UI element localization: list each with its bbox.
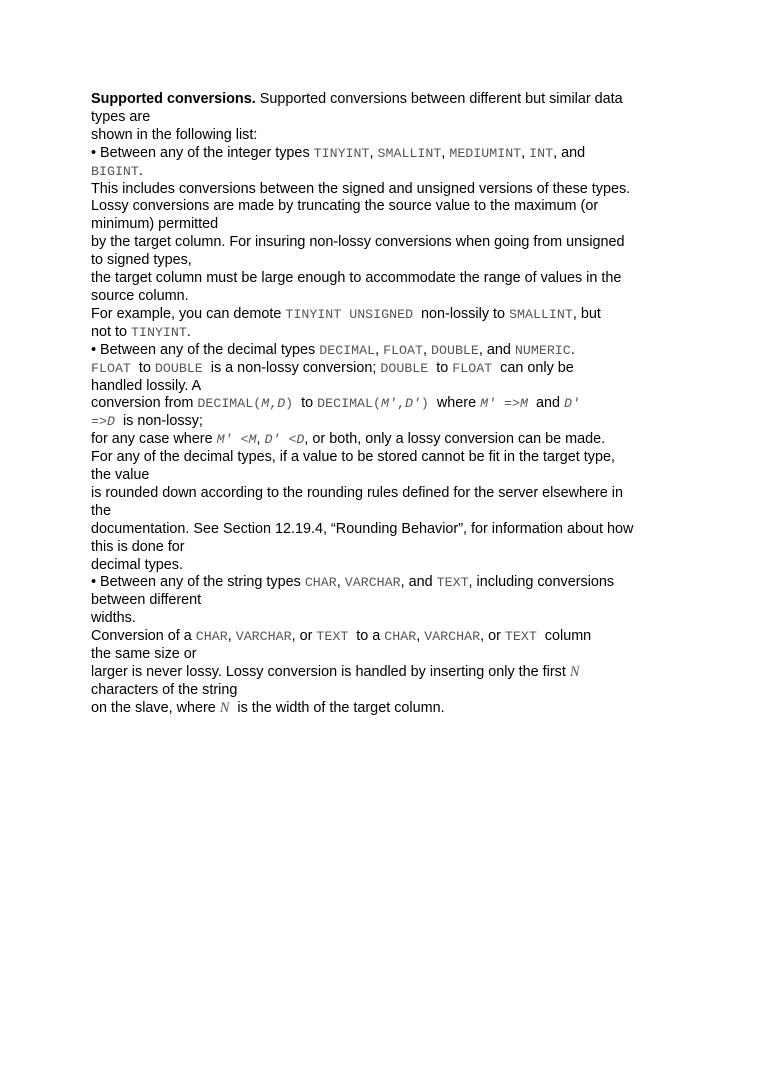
text-run: this is done for xyxy=(91,538,185,555)
text-run: is rounded down according to the rounding rules defined for the server elsewhere in xyxy=(91,484,623,501)
text-run: Supported conversions between different but similar data xyxy=(255,91,623,107)
text-run: for any case where xyxy=(91,431,217,448)
text-line xyxy=(91,646,681,664)
code-term: DECIMAL xyxy=(319,342,376,358)
text-line xyxy=(91,234,681,252)
code-term: D' xyxy=(564,396,580,412)
code-term: ) xyxy=(420,396,429,412)
text-line xyxy=(91,127,681,145)
code-term: FLOAT xyxy=(383,342,423,358)
code-term: TEXT xyxy=(316,629,349,645)
code-term: D' xyxy=(404,396,421,412)
code-term: TEXT xyxy=(504,629,537,645)
code-term: INT xyxy=(529,145,554,161)
code-term: DECIMAL( xyxy=(197,396,262,412)
code-term: DECIMAL( xyxy=(317,396,381,412)
text-run: minimum) permitted xyxy=(91,216,219,233)
code-term: TINYINT xyxy=(131,324,187,340)
text-line xyxy=(91,198,681,216)
variable-term: N xyxy=(219,699,230,716)
text-line xyxy=(91,485,681,503)
text-line xyxy=(91,145,681,163)
code-term: DOUBLE xyxy=(154,360,203,376)
text-line xyxy=(91,521,681,539)
text-line xyxy=(91,270,681,288)
text-run: and xyxy=(528,395,565,412)
code-term: TEXT xyxy=(436,575,469,591)
text-run: shown in the following list: xyxy=(91,126,258,143)
text-run: • Between any of the decimal types xyxy=(91,341,320,358)
text-run: . xyxy=(138,162,143,179)
code-term: ) xyxy=(285,396,294,412)
text-line xyxy=(91,413,681,431)
text-run: is the width of the target column. xyxy=(229,699,445,716)
code-term: SMALLINT xyxy=(509,306,573,322)
text-run: . xyxy=(570,341,575,358)
code-term: TINYINT UNSIGNED xyxy=(285,306,414,322)
text-run: , and xyxy=(553,144,586,161)
code-term: DOUBLE xyxy=(380,360,429,376)
text-line xyxy=(91,342,681,360)
text-run: larger is never lossy. Lossy conversion is handled by inserting only the first xyxy=(91,664,570,680)
text-run: Lossy conversions are made by truncating the source value to the maximum (or xyxy=(91,198,599,215)
text-run: is non-lossy; xyxy=(114,413,203,430)
text-line xyxy=(91,557,681,575)
text-run: , xyxy=(441,144,450,161)
text-run: , but xyxy=(572,305,601,322)
code-term: SMALLINT xyxy=(377,145,442,161)
text-line xyxy=(91,664,681,682)
text-run: the target column must be large enough to accommodate the range of values in the xyxy=(91,270,622,287)
text-run: . xyxy=(186,323,191,340)
text-line xyxy=(91,682,681,700)
text-line xyxy=(91,360,681,378)
code-term: , xyxy=(269,396,278,412)
text-run: Conversion of a xyxy=(91,628,196,645)
text-run: • Between any of the string types xyxy=(91,574,305,591)
code-term: CHAR xyxy=(195,629,228,645)
text-line xyxy=(91,306,681,324)
text-line xyxy=(91,592,681,610)
text-run: not to xyxy=(91,323,132,340)
text-line xyxy=(91,449,681,467)
text-run: to a xyxy=(348,628,385,645)
code-term: VARCHAR xyxy=(344,575,401,591)
text-run: source column. xyxy=(91,287,189,304)
text-run: This includes conversions between the signed and unsigned versions of these types. xyxy=(91,180,631,197)
variable-term: N xyxy=(569,664,580,680)
text-line xyxy=(91,467,681,485)
text-run: column xyxy=(536,628,592,645)
text-run: to xyxy=(130,359,155,376)
text-line xyxy=(91,252,681,270)
text-run: on the slave, where xyxy=(91,699,220,716)
text-run: • Between any of the integer types xyxy=(91,144,314,161)
text-run: the same size or xyxy=(91,646,197,663)
text-run: , or xyxy=(291,628,317,645)
code-term: MEDIUMINT xyxy=(449,145,522,161)
text-line xyxy=(91,288,681,306)
text-line xyxy=(91,163,681,181)
text-line xyxy=(91,395,681,413)
code-term: VARCHAR xyxy=(424,629,481,645)
text-run: conversion from xyxy=(91,395,198,412)
text-line xyxy=(91,610,681,628)
text-line xyxy=(91,700,681,718)
text-run: to xyxy=(428,359,453,376)
code-term: M' xyxy=(381,396,397,412)
code-term: D' <D xyxy=(264,432,305,448)
bold-heading: Supported conversions. xyxy=(91,91,256,107)
code-term: M xyxy=(261,396,270,412)
text-run: , or both, only a lossy conversion can be made. xyxy=(304,431,606,448)
text-run: the xyxy=(91,502,112,519)
text-line xyxy=(91,378,681,396)
text-run: where xyxy=(428,395,481,412)
code-term: VARCHAR xyxy=(235,629,292,645)
code-term: FLOAT xyxy=(91,360,131,376)
code-term: TINYINT xyxy=(313,145,370,161)
text-run: , xyxy=(416,628,425,645)
text-run: handled lossily. A xyxy=(91,377,202,394)
code-term: , xyxy=(396,396,405,412)
text-run: , or xyxy=(480,628,505,645)
code-term: CHAR xyxy=(304,575,337,591)
text-run: , xyxy=(521,144,530,161)
text-run: to signed types, xyxy=(91,252,192,269)
code-term: =>D xyxy=(91,414,115,430)
text-run: is a non-lossy conversion; xyxy=(202,359,381,376)
text-run: decimal types. xyxy=(91,556,183,573)
text-run: For any of the decimal types, if a value to be stored cannot be fit in the target type, xyxy=(91,449,615,466)
text-line xyxy=(91,324,681,342)
text-line xyxy=(91,431,681,449)
text-run: For example, you can demote xyxy=(91,305,286,322)
document-body xyxy=(91,91,681,718)
text-run: widths. xyxy=(91,610,136,627)
code-term: M' =>M xyxy=(480,396,528,412)
code-term: BIGINT xyxy=(91,163,139,179)
text-line xyxy=(91,109,681,127)
code-term: DOUBLE xyxy=(431,342,479,358)
text-run: characters of the string xyxy=(91,681,238,698)
text-line xyxy=(91,503,681,521)
text-run: to xyxy=(293,395,318,412)
text-line xyxy=(91,539,681,557)
text-run: , and xyxy=(400,574,437,591)
text-run: , including conversions xyxy=(468,574,615,591)
code-term: D xyxy=(277,396,286,412)
text-run: types are xyxy=(91,108,151,125)
code-term: M' <M xyxy=(216,432,257,448)
code-term: NUMERIC xyxy=(514,342,571,358)
text-run: , xyxy=(423,341,431,358)
text-run: , xyxy=(375,341,384,358)
text-line xyxy=(91,91,681,109)
text-line xyxy=(91,628,681,646)
text-run: documentation. See Section 12.19.4, “Rounding Behavior”, for information about how xyxy=(91,520,634,537)
code-term: CHAR xyxy=(384,629,417,645)
text-run: , xyxy=(256,431,265,448)
text-run: between different xyxy=(91,592,202,609)
text-run: the value xyxy=(91,467,150,484)
text-run: , xyxy=(227,628,236,645)
text-run: non-lossily to xyxy=(413,305,510,322)
code-term: FLOAT xyxy=(452,360,493,376)
text-line xyxy=(91,181,681,199)
text-run: , xyxy=(336,574,345,591)
text-run: , xyxy=(369,144,378,161)
text-run: can only be xyxy=(492,359,574,376)
text-line xyxy=(91,574,681,592)
text-line xyxy=(91,216,681,234)
text-run: , and xyxy=(478,341,515,358)
text-run: by the target column. For insuring non-lossy conversions when going from unsigned xyxy=(91,234,625,251)
